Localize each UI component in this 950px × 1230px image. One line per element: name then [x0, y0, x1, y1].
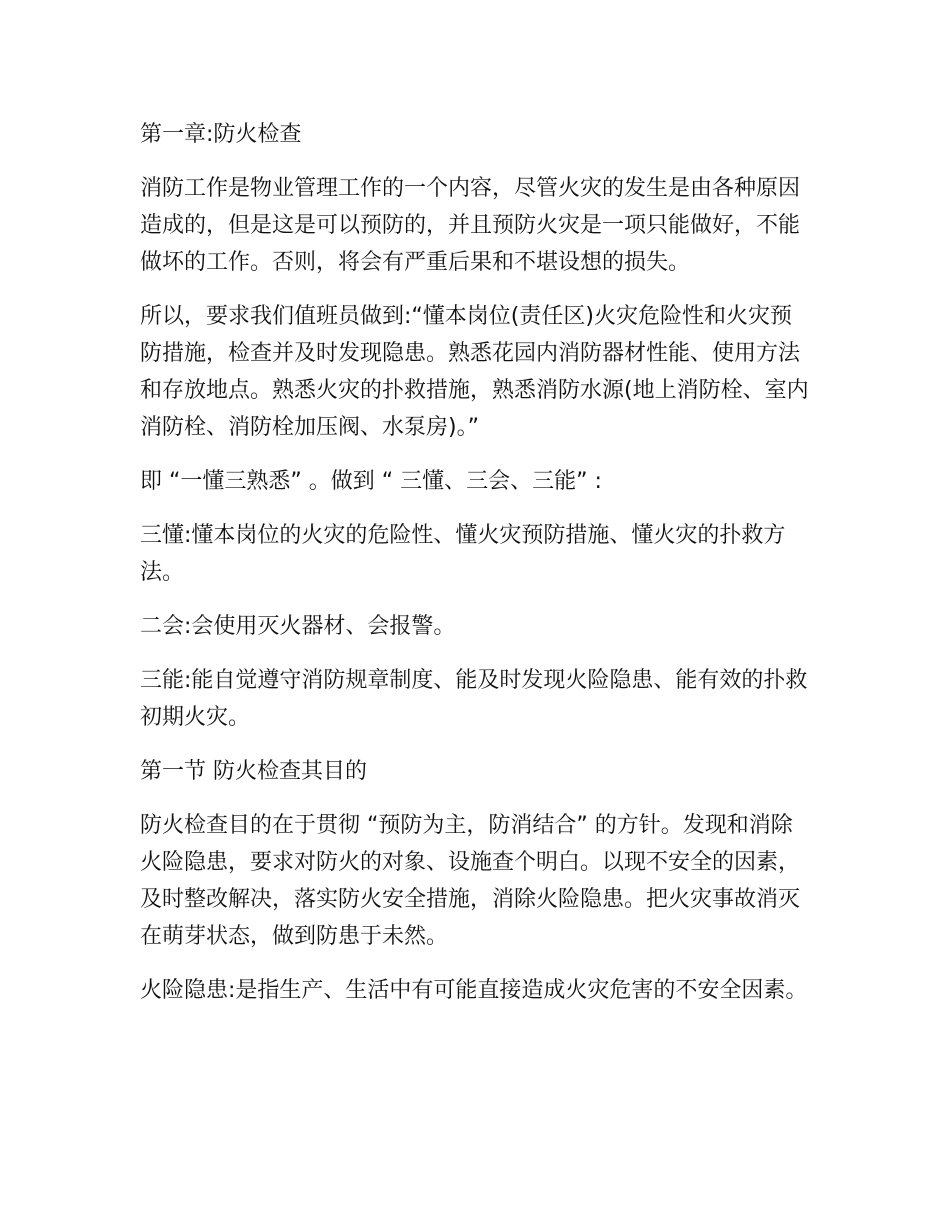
chapter-title: 第一章:防火检查	[140, 122, 302, 147]
paragraph-fire-hazard-definition: 火险隐患:是指生产、生活中有可能直接造成火灾危害的不安全因素。	[140, 978, 808, 1003]
paragraph-inspection-purpose: 防火检查目的在于贯彻 “预防为主，防消结合” 的方针。发现和消除火险隐患，要求对防火的对象、设施查个明白。以现不安全的因素，及时整改解决，落实防火安全措施，消除火险隐患。把火灾事故消灭在萌芽状态，做到防患于未然。	[140, 813, 801, 949]
paragraph-three-able: 三能:能自觉遵守消防规章制度、能及时发现火险隐患、能有效的扑救初期火灾。	[140, 668, 808, 730]
paragraph-one-understand-three-familiar: 即 “一懂三熟悉” 。做到 “ 三懂、三会、三能” :	[140, 469, 602, 494]
paragraph-requirements: 所以，要求我们值班员做到:“懂本岗位(责任区)火灾危险性和火灾预防措施，检查并及时发现隐患。熟悉花园内消防器材性能、使用方法和存放地点。熟悉火灾的扑救措施，熟悉消防水源(地上消防栓、室内消防栓、消防栓加压阀、水泵房)。”	[140, 304, 809, 440]
document-body	[140, 116, 810, 1026]
paragraph-two-can: 二会:会使用灭火器材、会报警。	[140, 614, 456, 639]
paragraph-three-understand: 三懂:懂本岗位的火灾的危险性、懂火灾预防措施、懂火灾的扑救方法。	[140, 523, 786, 585]
paragraph-intro: 消防工作是物业管理工作的一个内容，尽管火灾的发生是由各种原因造成的，但是这是可以预防的，并且预防火灾是一项只能做好，不能做坏的工作。否则，将会有严重后果和不堪设想的损失。	[140, 176, 801, 275]
section-title: 第一节 防火检查其目的	[140, 759, 367, 784]
